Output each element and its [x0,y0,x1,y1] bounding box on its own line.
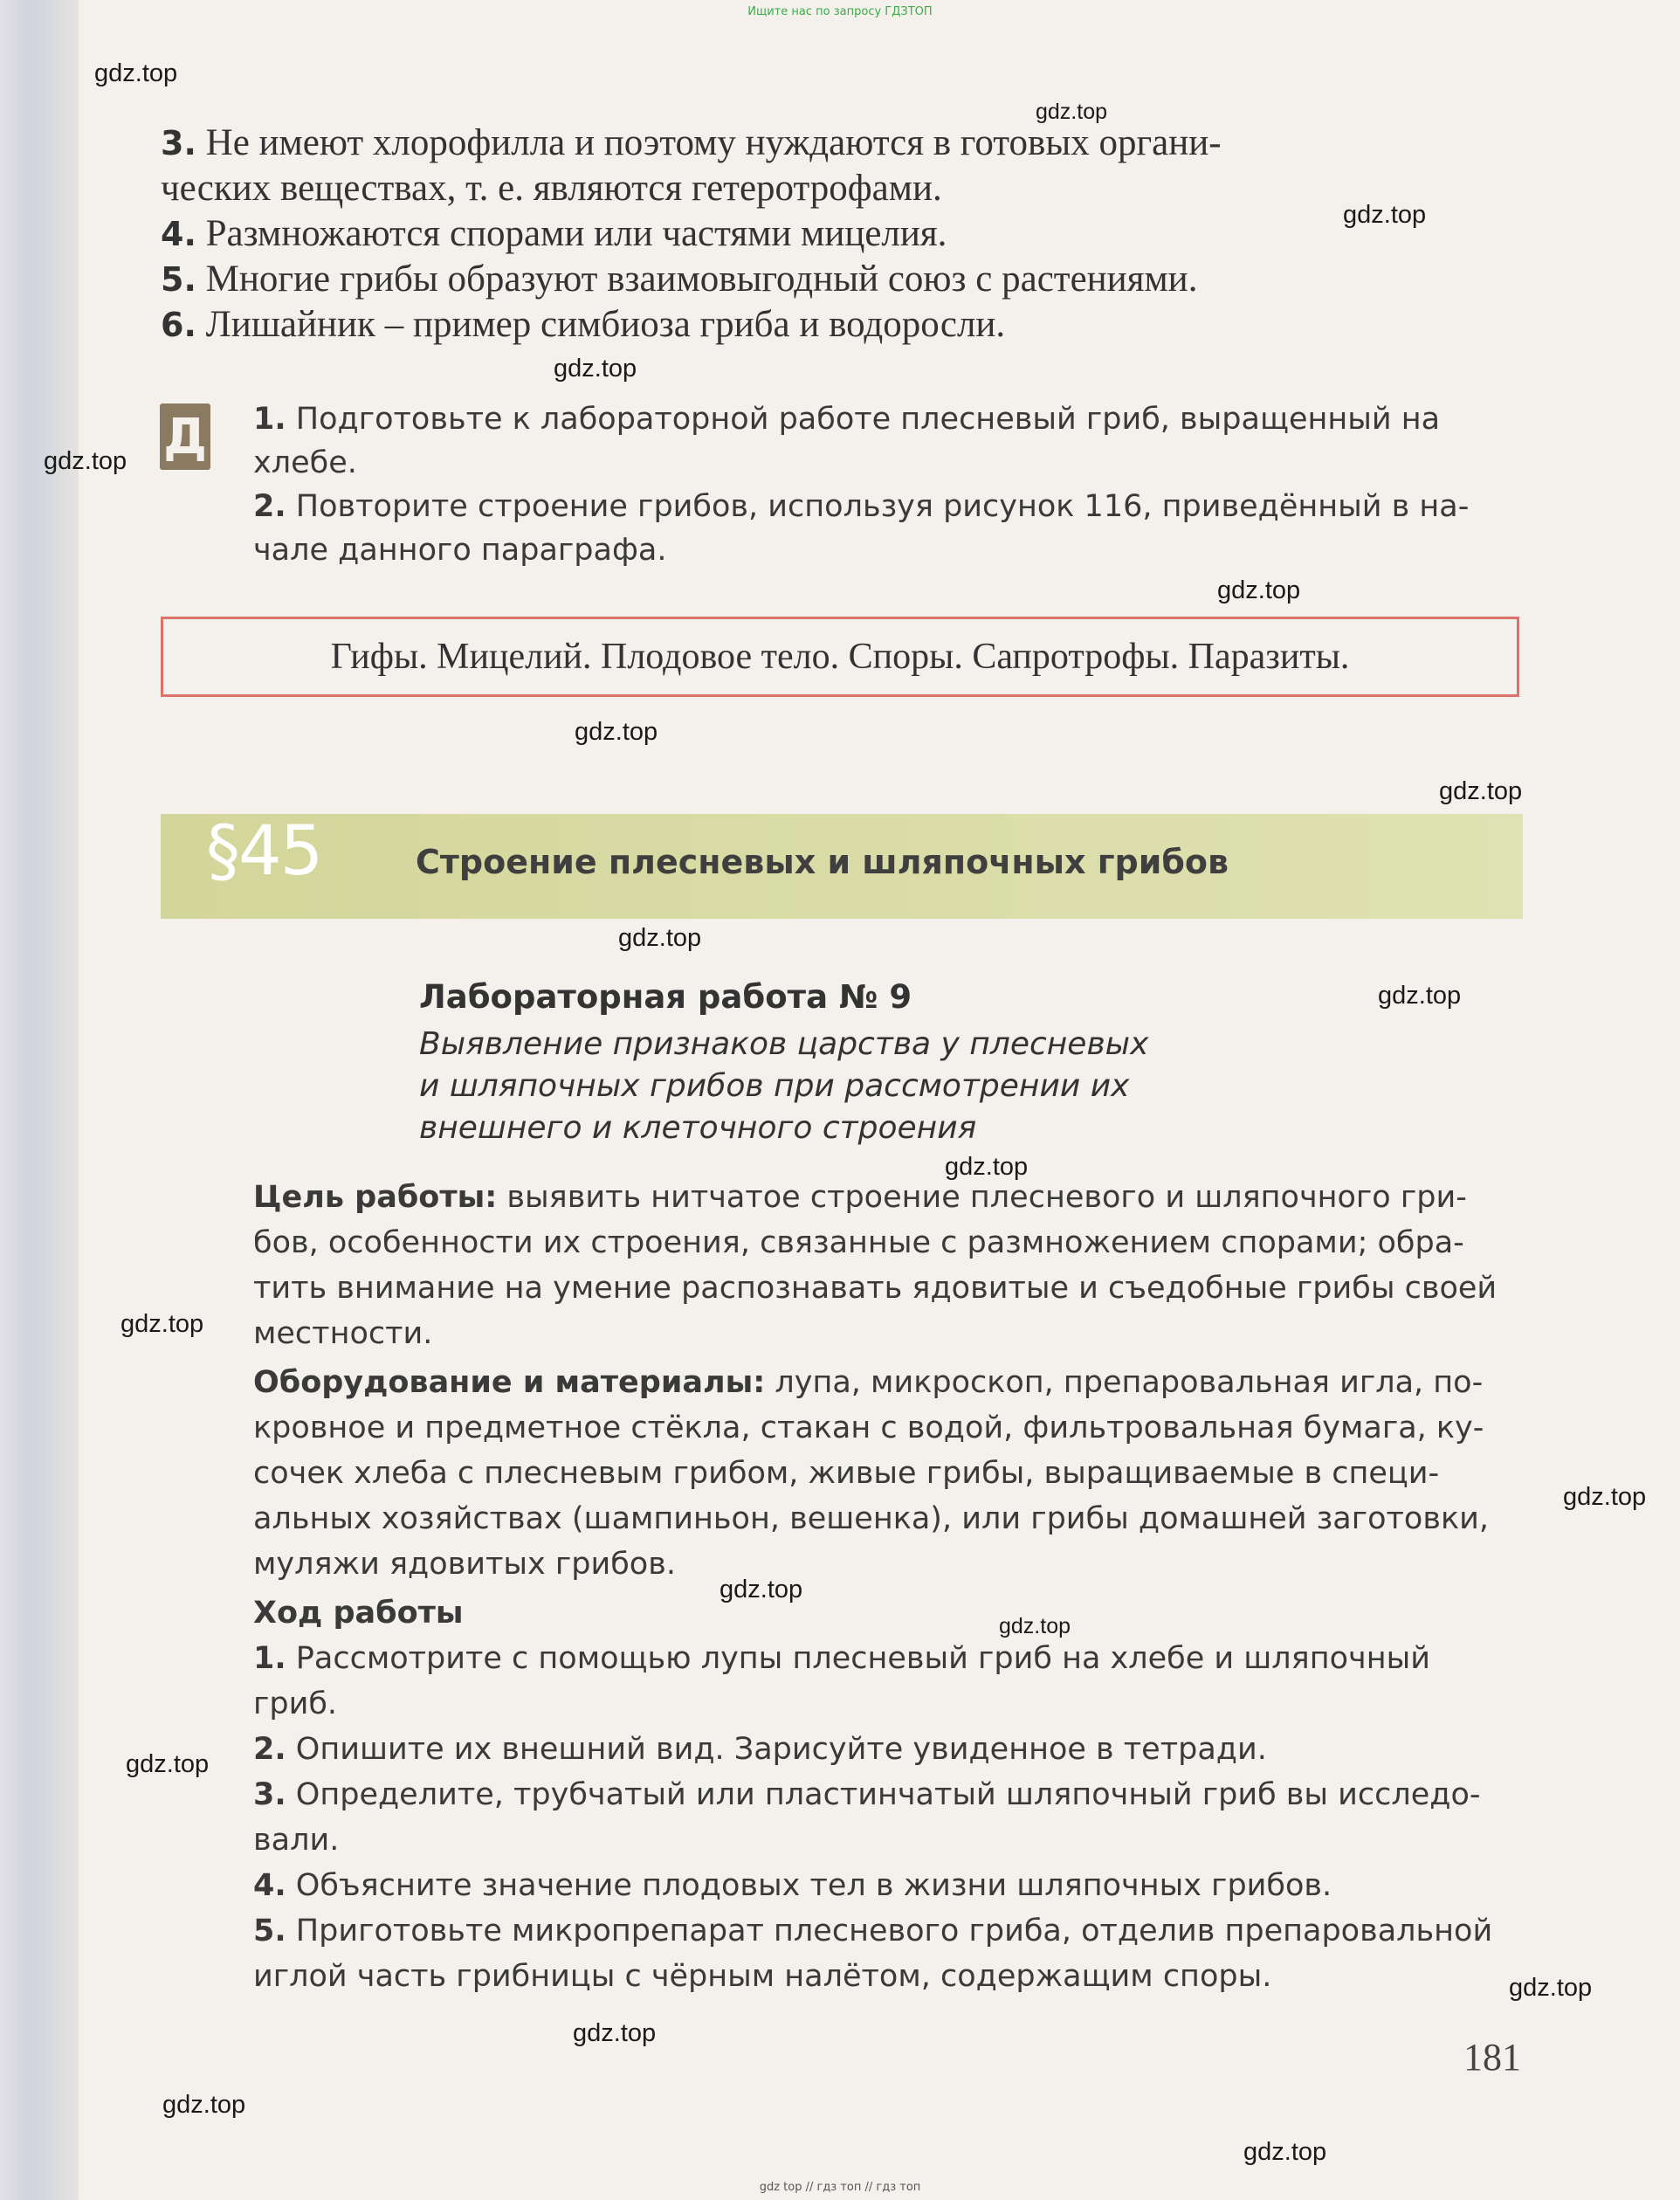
section-title: Строение плесневых и шляпочных грибов [416,843,1229,881]
lab-equipment: альных хозяйствах (шампиньон, вешенка), или грибы домашней заготовки, [253,1501,1489,1536]
procedure-heading: Ход работы [253,1596,464,1631]
watermark: gdz.top [1563,1483,1647,1511]
procedure-step: 5. Приготовьте микропрепарат плесневого гриба, отделив препаровальной [253,1914,1493,1948]
watermark: gdz.top [44,447,127,475]
lab-goal: бов, особенности их строения, связанные с размножением спорами; обра- [253,1225,1464,1260]
book-spine-shadow [0,0,79,2200]
lab-subtitle-line: внешнего и клеточного строения [419,1110,977,1146]
keywords-text: Гифы. Мицелий. Плодовое тело. Споры. Сапротрофы. Паразиты. [330,637,1350,677]
watermark: gdz.top [1217,576,1301,604]
top-banner: Ищите нас по запросу ГДЗТОП [747,5,933,18]
watermark: gdz.top [618,924,702,952]
watermark: gdz.top [1343,201,1427,229]
lab-title: Лабораторная работа № 9 [419,978,912,1016]
homework-line: чале данного параграфа. [253,533,667,568]
summary-line: 6. Лишайник – пример симбиоза гриба и водоросли. [161,304,1006,345]
summary-line: 4. Размножаются спорами или частями мицелия. [161,213,947,254]
footer-strip: gdz top // гдз топ // гдз топ [759,2181,921,2194]
watermark: gdz.top [575,718,658,746]
watermark: gdz.top [1509,1974,1593,2002]
watermark: gdz.top [1378,982,1462,1010]
watermark: gdz.top [162,2091,246,2119]
watermark: gdz.top [573,2019,657,2047]
procedure-step: иглой часть грибницы с чёрным налётом, содержащим споры. [253,1959,1272,1994]
procedure-step: гриб. [253,1686,338,1721]
lab-equipment: сочек хлеба с плесневым грибом, живые грибы, выращиваемые в специ- [253,1456,1440,1491]
lab-equipment: Оборудование и материалы: лупа, микроскоп, препаровальная игла, по- [253,1365,1484,1400]
lab-equipment: муляжи ядовитых грибов. [253,1547,676,1582]
procedure-step: 2. Опишите их внешний вид. Зарисуйте увиденное в тетради. [253,1732,1267,1767]
lab-subtitle-line: и шляпочных грибов при рассмотрении их [419,1068,1130,1104]
equipment-label: Оборудование и материалы: [253,1365,766,1400]
watermark: gdz.top [120,1310,204,1338]
homework-icon: Д [160,403,210,470]
procedure-step: 4. Объясните значение плодовых тел в жизни шляпочных грибов. [253,1868,1332,1903]
goal-label: Цель работы: [253,1180,498,1215]
watermark: gdz.top [720,1576,803,1603]
watermark: gdz.top [1036,100,1108,124]
summary-line: ческих веществах, т. е. являются гетеротрофами. [161,168,942,209]
lab-goal: тить внимание на умение распознавать ядовитые и съедобные грибы своей [253,1271,1498,1306]
lab-subtitle-line: Выявление признаков царства у плесневых [419,1026,1149,1062]
procedure-step: 1. Рассмотрите с помощью лупы плесневый гриб на хлебе и шляпочный [253,1641,1430,1676]
keywords-box [161,617,1519,697]
watermark: gdz.top [554,355,637,383]
watermark: gdz.top [1243,2138,1327,2166]
homework-line: 1. Подготовьте к лабораторной работе плесневый гриб, выращенный на [253,402,1441,437]
homework-line: хлебе. [253,445,357,480]
watermark: gdz.top [1439,777,1523,805]
section-number: §45 [206,812,322,891]
procedure-step: 3. Определите, трубчатый или пластинчатый шляпочный гриб вы исследо- [253,1777,1481,1812]
watermark: gdz.top [945,1153,1029,1181]
lab-equipment: кровное и предметное стёкла, стакан с водой, фильтровальная бумага, ку- [253,1410,1484,1445]
page-number: 181 [1463,2036,1521,2079]
homework-line: 2. Повторите строение грибов, используя рисунок 116, приведённый в на- [253,489,1470,524]
summary-line: 3. Не имеют хлорофилла и поэтому нуждаются в готовых органи- [161,122,1222,163]
summary-line: 5. Многие грибы образуют взаимовыгодный союз с растениями. [161,259,1198,300]
procedure-step: вали. [253,1823,340,1858]
watermark: gdz.top [94,59,178,87]
lab-goal: местности. [253,1316,433,1351]
watermark: gdz.top [126,1750,210,1778]
watermark: gdz.top [999,1614,1071,1638]
lab-goal: Цель работы: выявить нитчатое строение плесневого и шляпочного гри- [253,1180,1467,1215]
